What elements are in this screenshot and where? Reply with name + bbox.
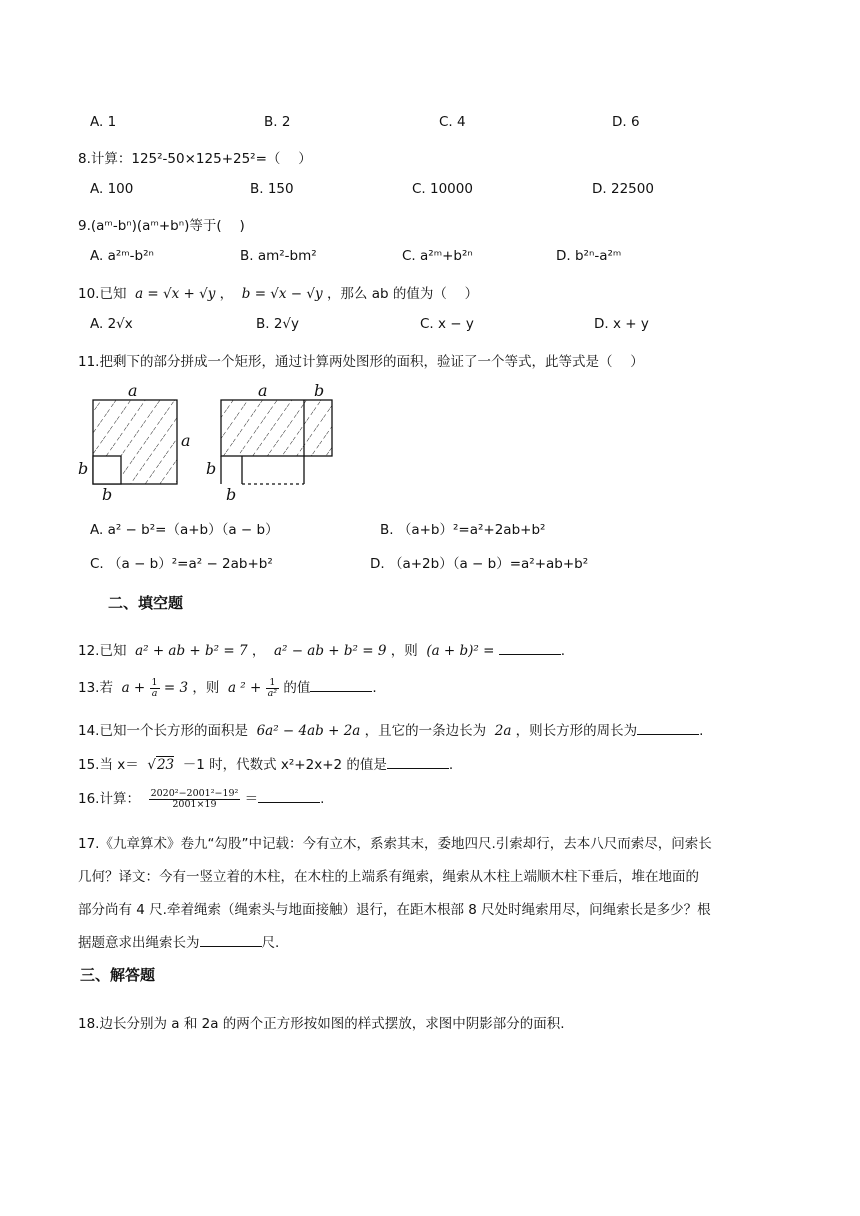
q10-option-b: B. 2√y [256,316,300,332]
q7-option-c: C. 4 [439,114,466,130]
q11-question: 11.把剩下的部分拼成一个矩形，通过计算两处图形的面积，验证了一个等式，此等式是（ ） [78,354,644,370]
right-label-b-bottom: b [226,485,237,504]
q17-line-2: 几何？译文：今有一竖立着的木柱，在木柱的上端系有绳索，绳索从木柱上端顺木柱下垂后，堆在地面的 [78,869,699,885]
q10-option-d: D. x + y [594,316,649,332]
q9-option-c: C. a²ᵐ+b²ⁿ [402,248,473,264]
right-label-b-side: b [206,459,217,478]
q11-option-a: A. a² − b²=（a+b）（a − b） [90,522,279,538]
q13-answer-blank[interactable] [310,679,372,692]
left-label-top: a [128,381,138,400]
right-rectangle [221,400,332,456]
q7-option-a: A. 1 [90,114,117,130]
right-label-top-a: a [258,381,268,400]
q11-option-c: C. （a − b）²=a² − 2ab+b² [90,556,273,572]
q12-answer-blank[interactable] [499,642,561,655]
q11-figure [74,376,344,504]
q16-answer-blank[interactable] [258,790,320,803]
left-label-b-side: b [78,459,89,478]
section-2-title: 二、填空题 [108,594,184,612]
q17-line-3: 部分尚有 4 尺.牵着绳索（绳索头与地面接触）退行，在距木根部 8 尺处时绳索用尽，问绳索长是多少？根 [78,902,711,918]
q8-option-a: A. 100 [90,181,134,197]
q8-option-d: D. 22500 [592,181,654,197]
q7-option-d: D. 6 [612,114,640,130]
q17-answer-blank[interactable] [200,934,262,947]
left-label-right: a [181,431,191,450]
q15-answer-blank[interactable] [387,756,449,769]
q8-question: 8.计算：125²-50×125+25²=（ ） [78,151,312,167]
q17-line-4: 据题意求出绳索长为 尺. [78,935,280,951]
left-square-b [93,456,121,484]
q8-option-b: B. 150 [250,181,294,197]
section-3-title: 三、解答题 [80,966,156,984]
q10-option-c: C. x − y [420,316,474,332]
q16-question: 16.计算： $\frac{\text{2020²−2001²−19²}}{2001\times 19}$ ＝ . [78,787,325,810]
q11-option-b: B. （a+b）²=a²+2ab+b² [380,522,546,538]
q7-option-b: B. 2 [264,114,291,130]
q14-question: 14.已知一个长方形的面积是 6a² − 4ab + 2a ，且它的一条边长为 2a ，则长方形的周长为 . [78,723,704,739]
q18-question: 18.边长分别为 a 和 2a 的两个正方形按如图的样式摆放，求图中阴影部分的面积. [78,1016,565,1032]
q8-option-c: C. 10000 [412,181,473,197]
q17-line-1: 17.《九章算术》卷九“勾股”中记载：今有立木，系索其末，委地四尺.引索却行，去本八尺而索尽，问索长 [78,836,712,852]
q15-question: 15.当 x＝ √23 －1 时，代数式 x²+2x+2 的值是 . [78,757,454,773]
q9-question: 9.(aᵐ-bⁿ)(aᵐ+bⁿ)等于( ) [78,218,245,234]
q12-question: 12.已知 a² + ab + b² = 7 ， a² − ab + b² = 9 ，则 (a + b)² = . [78,643,566,659]
q9-option-b: B. am²-bm² [240,248,317,264]
q11-option-d: D. （a+2b）（a − b）=a²+ab+b² [370,556,589,572]
q13-question: 13.若 a + $\frac{1}{a}$ = 3 ，则 a ² + $\frac{1}{\text{a²}}$ 的值 . [78,676,377,699]
q9-option-d: D. b²ⁿ-a²ᵐ [556,248,622,264]
q10-option-a: A. 2√x [90,316,133,332]
q10-question: 10.已知 a = √x + √y ， b = √x − √y ，那么 ab 的值为（ ） [78,286,479,302]
q9-option-a: A. a²ᵐ-b²ⁿ [90,248,154,264]
q14-answer-blank[interactable] [637,722,699,735]
left-label-b-bottom: b [102,485,113,504]
right-label-top-b: b [314,381,325,400]
